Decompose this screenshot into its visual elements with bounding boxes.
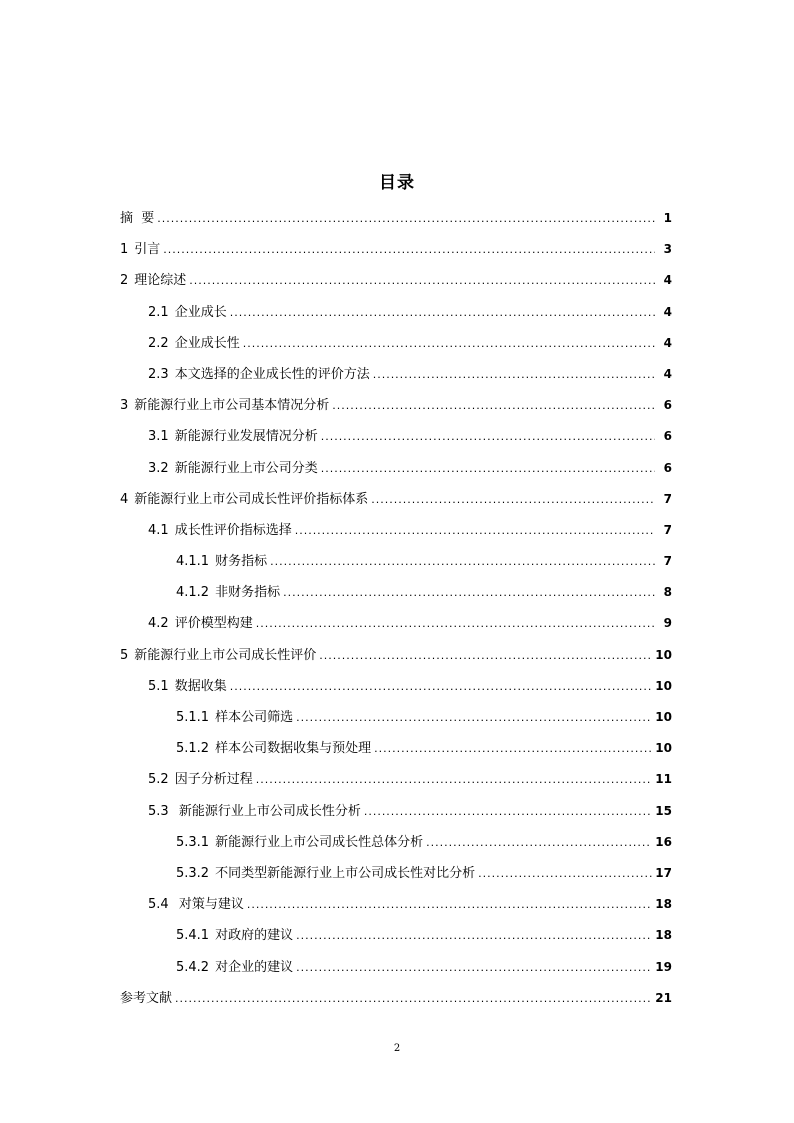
toc-entry-number: 3.1 (148, 429, 169, 445)
toc-entry-label (120, 203, 154, 234)
toc-entry[interactable] (120, 265, 672, 296)
toc-entry-title: 样本公司数据收集与预处理 (215, 741, 372, 757)
toc-entry[interactable] (120, 858, 672, 889)
toc-entry[interactable] (120, 952, 672, 983)
toc-entry-number: 2.1 (148, 304, 169, 320)
toc-entry[interactable] (120, 328, 672, 359)
toc-entry[interactable] (120, 453, 672, 484)
dot-leader (373, 359, 655, 390)
toc-entry-title: 对策与建议 (174, 897, 244, 913)
dot-leader (319, 640, 652, 671)
toc-entry[interactable] (120, 983, 672, 1014)
toc-entry-number: 4.1.2 (176, 585, 210, 601)
toc-entry[interactable] (120, 297, 672, 328)
toc-entry-page: 8 (663, 585, 672, 600)
toc-entry[interactable] (120, 515, 672, 546)
toc-entry-title: 财务指标 (215, 554, 268, 570)
toc-entry-label (148, 421, 318, 452)
dot-leader (247, 889, 652, 920)
toc-entry-page: 6 (663, 398, 672, 413)
toc-entry-number: 3 (120, 398, 129, 414)
toc-entry-title: 企业成长性 (174, 335, 240, 351)
toc-entry[interactable] (120, 546, 672, 577)
toc-entry-page: 18 (655, 897, 672, 912)
toc-entry-page: 11 (655, 772, 672, 787)
toc-entry-title: 成长性评价指标选择 (174, 522, 292, 538)
dot-leader (478, 858, 652, 889)
toc-entry-label (148, 453, 318, 484)
toc-entry-page: 15 (655, 803, 672, 818)
toc-entry-page: 10 (655, 647, 672, 662)
dot-leader (296, 702, 652, 733)
toc-entry-label (120, 983, 172, 1014)
toc-entry-page: 4 (663, 366, 672, 381)
toc-entry-title: 新能源行业上市公司基本情况分析 (134, 398, 330, 414)
toc-entry-title: 引言 (134, 242, 161, 258)
toc-entry-page: 10 (655, 678, 672, 693)
toc-entry[interactable] (120, 234, 672, 265)
toc-entry-label (120, 390, 329, 421)
dot-leader (296, 952, 652, 983)
toc-entry-number: 3.2 (148, 460, 169, 476)
toc-entry-title: 样本公司筛选 (215, 710, 294, 725)
toc-entry-page: 10 (655, 741, 672, 756)
toc-entry-label (176, 702, 293, 733)
toc-entry-page: 16 (655, 834, 672, 849)
toc-entry-number: 4.2 (148, 616, 169, 632)
dot-leader (189, 265, 655, 296)
toc-entry[interactable] (120, 920, 672, 951)
toc-entry-number: 5 (120, 647, 129, 663)
toc-entry-title: 本文选择的企业成长性的评价方法 (174, 366, 370, 382)
toc-entry[interactable] (120, 671, 672, 702)
toc-entry-label (148, 515, 292, 546)
toc-title: 目录 (379, 173, 415, 193)
toc-entry-page: 7 (663, 554, 672, 569)
toc-entry-number: 2 (120, 273, 129, 289)
toc-entry-title: 新能源行业上市公司成长性总体分析 (215, 834, 424, 850)
toc-entry[interactable] (120, 421, 672, 452)
toc-entry-number: 5.1.1 (176, 710, 210, 725)
toc-entry-title: 新能源行业上市公司成长性分析 (174, 803, 361, 819)
toc-entry-page: 1 (663, 211, 672, 225)
toc-entry-label (120, 265, 186, 296)
toc-entry-page: 6 (663, 460, 672, 475)
toc-entry[interactable] (120, 203, 672, 234)
toc-entry-number: 5.3 (148, 803, 169, 819)
toc-entry-label (176, 920, 293, 951)
toc-entry-page: 10 (655, 710, 672, 724)
toc-entry-title: 新能源行业上市公司成长性评价指标体系 (134, 491, 369, 507)
dot-leader (163, 234, 655, 265)
toc-entry-number: 5.2 (148, 772, 169, 788)
toc-entry-title: 对政府的建议 (215, 928, 294, 944)
dot-leader (230, 297, 655, 328)
toc-entry-title: 参考文献 (120, 990, 173, 1006)
toc-entry-number: 2.3 (148, 366, 169, 382)
toc-entry[interactable] (120, 359, 672, 390)
toc-entry-number: 1 (120, 242, 129, 258)
toc-entry-label (176, 858, 475, 889)
toc-entry-label (176, 827, 423, 858)
toc-entry-label (148, 764, 253, 795)
dot-leader (256, 764, 653, 795)
toc-entry-page: 21 (655, 990, 672, 1005)
toc-entry[interactable] (120, 796, 672, 827)
toc-entry-title: 非财务指标 (215, 585, 281, 601)
dot-leader (364, 796, 652, 827)
toc-entry-number: 4.1.1 (176, 554, 210, 570)
table-of-contents (120, 203, 672, 1014)
toc-entry-page: 4 (663, 304, 672, 319)
toc-entry-number: 5.4 (148, 897, 169, 913)
toc-entry-title: 评价模型构建 (174, 616, 253, 632)
dot-leader (175, 983, 652, 1014)
toc-entry-title: 摘 要 (120, 211, 155, 226)
toc-entry-label (176, 952, 293, 983)
toc-entry-title: 数据收集 (174, 678, 227, 694)
toc-entry[interactable] (120, 889, 672, 920)
toc-entry[interactable] (120, 608, 672, 639)
toc-entry-label (148, 297, 227, 328)
dot-leader (243, 328, 655, 359)
toc-entry-title: 对企业的建议 (215, 959, 294, 975)
toc-entry-title: 新能源行业上市公司成长性评价 (134, 647, 317, 663)
toc-entry-page: 9 (663, 616, 672, 631)
toc-entry-number: 2.2 (148, 335, 169, 351)
dot-leader (374, 733, 652, 764)
toc-entry-page: 3 (663, 242, 672, 257)
toc-entry-page: 18 (655, 928, 672, 943)
toc-entry-label (176, 546, 267, 577)
toc-entry-number: 4 (120, 491, 129, 507)
toc-entry[interactable] (120, 484, 672, 515)
dot-leader (321, 421, 655, 452)
toc-entry-number: 4.1 (148, 522, 169, 538)
toc-entry-label (148, 328, 240, 359)
toc-entry-label (176, 733, 371, 764)
toc-entry-title: 企业成长 (174, 304, 227, 320)
toc-entry-label (120, 234, 160, 265)
toc-entry-page: 6 (663, 429, 672, 444)
toc-entry-label (148, 608, 253, 639)
toc-entry-title: 不同类型新能源行业上市公司成长性对比分析 (215, 865, 476, 881)
toc-entry-number: 5.4.1 (176, 928, 210, 944)
dot-leader (295, 515, 655, 546)
toc-entry[interactable] (120, 640, 672, 671)
toc-entry[interactable] (120, 390, 672, 421)
toc-entry-page: 7 (663, 522, 672, 537)
toc-entry-label (148, 671, 227, 702)
toc-entry-page: 7 (663, 491, 672, 506)
page-number: 2 (393, 1043, 401, 1054)
toc-entry-number: 5.3.2 (176, 865, 210, 881)
toc-entry-title: 理论综述 (134, 273, 187, 289)
toc-entry-title: 新能源行业发展情况分析 (174, 429, 318, 445)
toc-entry-page: 17 (655, 865, 672, 880)
dot-leader (256, 608, 655, 639)
toc-entry-page: 19 (655, 959, 672, 974)
dot-leader (157, 203, 655, 234)
toc-entry[interactable] (120, 733, 672, 764)
toc-entry[interactable] (120, 764, 672, 795)
toc-entry-label (120, 640, 316, 671)
toc-entry-number: 5.1.2 (176, 741, 210, 757)
toc-entry[interactable] (120, 702, 672, 733)
dot-leader (270, 546, 655, 577)
dot-leader (332, 390, 655, 421)
toc-entry-label (148, 889, 244, 920)
dot-leader (426, 827, 652, 858)
dot-leader (371, 484, 655, 515)
dot-leader (283, 577, 655, 608)
dot-leader (296, 920, 652, 951)
toc-entry-label (148, 796, 361, 827)
toc-entry-title: 因子分析过程 (174, 772, 253, 788)
toc-entry[interactable] (120, 577, 672, 608)
dot-leader (230, 671, 653, 702)
toc-entry-label (120, 484, 368, 515)
toc-entry-page: 4 (663, 335, 672, 350)
toc-entry-number: 5.4.2 (176, 959, 210, 975)
toc-entry-label (176, 577, 280, 608)
toc-entry-title: 新能源行业上市公司分类 (174, 460, 318, 476)
toc-entry-label (148, 359, 370, 390)
toc-entry[interactable] (120, 827, 672, 858)
toc-entry-number: 5.3.1 (176, 834, 210, 850)
toc-entry-page: 4 (663, 273, 672, 288)
toc-entry-number: 5.1 (148, 678, 169, 694)
dot-leader (321, 453, 655, 484)
